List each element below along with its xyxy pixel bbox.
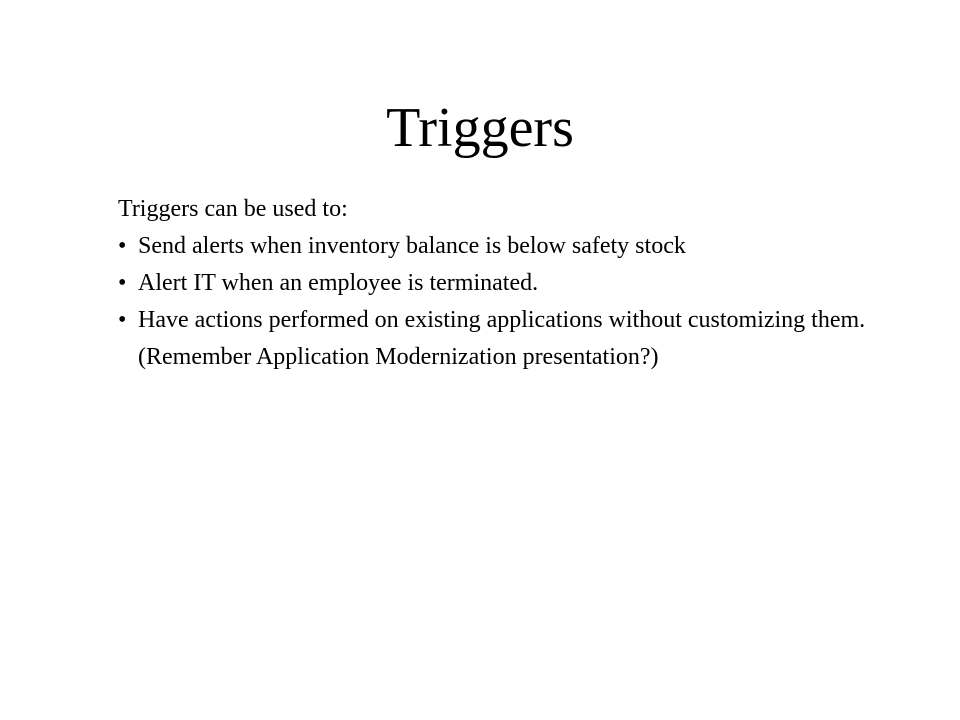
bullet-text: Alert IT when an employee is terminated. xyxy=(138,270,539,296)
slide-title: Triggers xyxy=(386,97,574,159)
bullet-dot-icon: • xyxy=(118,270,127,296)
bullet-text: Have actions performed on existing applications without customizing them. (Remember Application Modernization presentation?) xyxy=(138,307,866,370)
bullet-item xyxy=(118,265,918,302)
slide-body xyxy=(118,191,918,376)
bullet-item xyxy=(118,228,918,265)
bullet-text: Send alerts when inventory balance is below safety stock xyxy=(138,233,686,259)
bullet-dot-icon: • xyxy=(118,307,127,333)
bullet-list xyxy=(118,228,918,376)
bullet-dot-icon: • xyxy=(118,233,127,259)
bullet-item xyxy=(118,302,918,376)
intro-text: Triggers can be used to: xyxy=(118,196,348,222)
